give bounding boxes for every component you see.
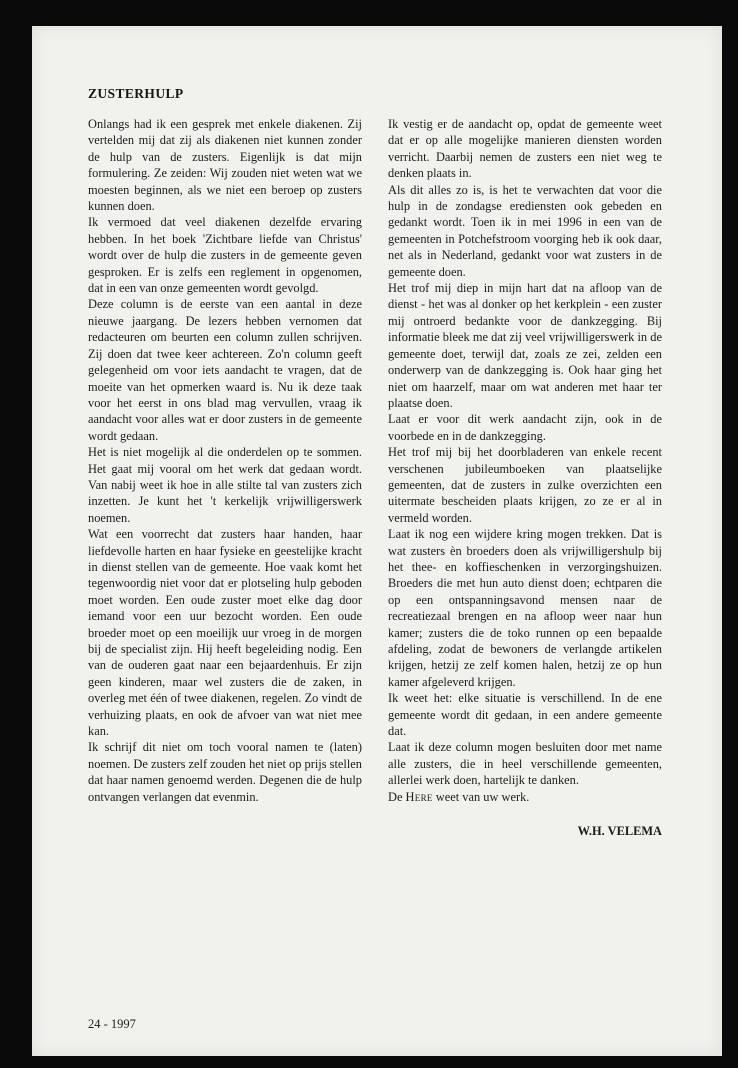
paragraph: Wat een voorrecht dat zusters haar handen, haar liefdevolle harten en haar fysieke en geestelijke kracht in dienst stellen van de gemeente. Hoe vaak komt het tegenwoordig niet voor dat er plotseling hulp geboden moet worden. Een oude zuster moet elke dag door iemand voor een uur bezocht worden. Een oude broeder moet op een moeilijk uur vroeg in de morgen bij de specialist zijn. Hij heeft begeleiding nodig. Een van de ouderen gaat naar een bejaardenhuis. Er zijn geen kinderen, maar wel zusters die de zaken, in overleg met één of twee diakenen, regelen. Zo vindt de verhuizing plaats, en ook de afvoer van wat niet mee kan. <box>88 527 362 739</box>
two-column-layout <box>88 116 662 839</box>
paragraph: Laat ik deze column mogen besluiten door met name alle zusters, die in heel verschillende gemeenten, allerlei werk doen, hartelijk te danken. <box>388 740 662 788</box>
page-number: 24 - 1997 <box>88 1017 136 1031</box>
paragraph: Het trof mij diep in mijn hart dat na afloop van de dienst - het was al donker op het kerkplein - een zuster mij ontroerd bedankte voor de dankzegging. Bij informatie bleek me dat zij veel vrijwilligerswerk in de gemeente doet, terwijl dat, zoals ze zei, zelden een onderwerp van de dankzegging is. Ook haar ging het niet om haarzelf, maar om wat anderen met haar ter plaatse doen. <box>388 281 662 410</box>
article-content <box>88 86 662 839</box>
closing-line <box>388 789 662 805</box>
paragraph: Onlangs had ik een gesprek met enkele diakenen. Zij vertelden mij dat zij als diakenen niet kunnen zonder de hulp van de zusters. Eigenlijk is dat mijn formulering. Ze zeiden: Wij zouden niet weten wat we moesten beginnen, als we niet een beroep op zusters kunnen doen. <box>88 117 362 214</box>
author-signature: W.H. VELEMA <box>577 824 662 839</box>
paragraph: Als dit alles zo is, is het te verwachten dat voor die hulp in de zondagse erediensten ook gebeden en gedankt wordt. Toen ik in mei 1996 in een van de gemeenten in Potchefstroom voorging heb ik ook daar, net als in Nederland, gedankt voor wat zusters in de gemeente doen. <box>388 182 662 279</box>
paragraph: Het trof mij bij het doorbladeren van enkele recent verschenen jubileumboeken van plaatselijke gemeenten, dat de zusters in zulke overzichten een uitermate bescheiden plaats krijgen, zo ze er al in vermeld worden. <box>388 445 662 525</box>
closing-name-smallcaps: Here <box>405 789 433 804</box>
paragraph: Laat ik nog een wijdere kring mogen trekken. Dat is wat zusters èn broeders doen als vrijwilligershulp bij het thee- en koffieschenken in verzorgingshuizen. Broeders die met hun auto dienst doen; echtparen die op een ontspanningsavond mensen naar de recreatiezaal brengen en na afloop weer naar hun kamer; zusters die de toko runnen op een bepaalde afdeling, zodat de bewoners de verlangde artikelen krijgen, hetzij ze zelf komen halen, hetzij ze op hun kamer afgeleverd krijgen. <box>388 527 662 689</box>
closing-prefix: De <box>388 789 406 804</box>
paragraph: Ik vestig er de aandacht op, opdat de gemeente weet dat er op alle mogelijke manieren diensten worden verricht. Daarbij nemen de zusters een niet weg te denken plaats in. <box>388 117 662 181</box>
paragraph: Ik vermoed dat veel diakenen dezelfde ervaring hebben. In het boek 'Zichtbare liefde van Christus' wordt over de hulp die zusters in de gemeente geven gesproken. Er is zelfs een reglement in opgenomen, dat in een van onze gemeenten wordt gevolgd. <box>88 215 362 296</box>
paragraph: Laat er voor dit werk aandacht zijn, ook in de voorbede en in de dankzegging. <box>388 412 662 443</box>
paragraph: Ik weet het: elke situatie is verschillend. In de ene gemeente wordt dit gedaan, in een andere gemeente dat. <box>388 691 662 739</box>
paragraph: Het is niet mogelijk al die onderdelen op te sommen. Het gaat mij vooral om het werk dat gedaan wordt. Van nabij weet ik hoe in alle stilte tal van zusters zich inzetten. Je kunt het 't kerkelijk vrijwilligerswerk noemen. <box>88 445 362 525</box>
article-title: ZUSTERHULP <box>88 86 184 101</box>
left-column <box>88 116 362 839</box>
magazine-page <box>32 26 722 1056</box>
paragraph: Ik schrijf dit niet om toch vooral namen te (laten) noemen. De zusters zelf zouden het niet op prijs stellen dat haar namen genoemd werden. Degenen die de hulp ontvangen verlangen dat evenmin. <box>88 740 362 804</box>
closing-suffix: weet van uw werk. <box>432 789 530 804</box>
right-column <box>388 116 662 839</box>
paragraph: Deze column is de eerste van een aantal in deze nieuwe jaargang. De lezers hebben vernomen dat redacteuren om beurten een column zullen schrijven. Zij doen dat twee keer achtereen. Zo'n column geeft gelegenheid om voor iets aandacht te vragen, dat de moeite van het opmerken waard is. Nu ik deze taak voor het eerst in ons blad mag vervullen, vraag ik aandacht voor alles wat er door zusters in de gemeente wordt gedaan. <box>88 297 362 443</box>
